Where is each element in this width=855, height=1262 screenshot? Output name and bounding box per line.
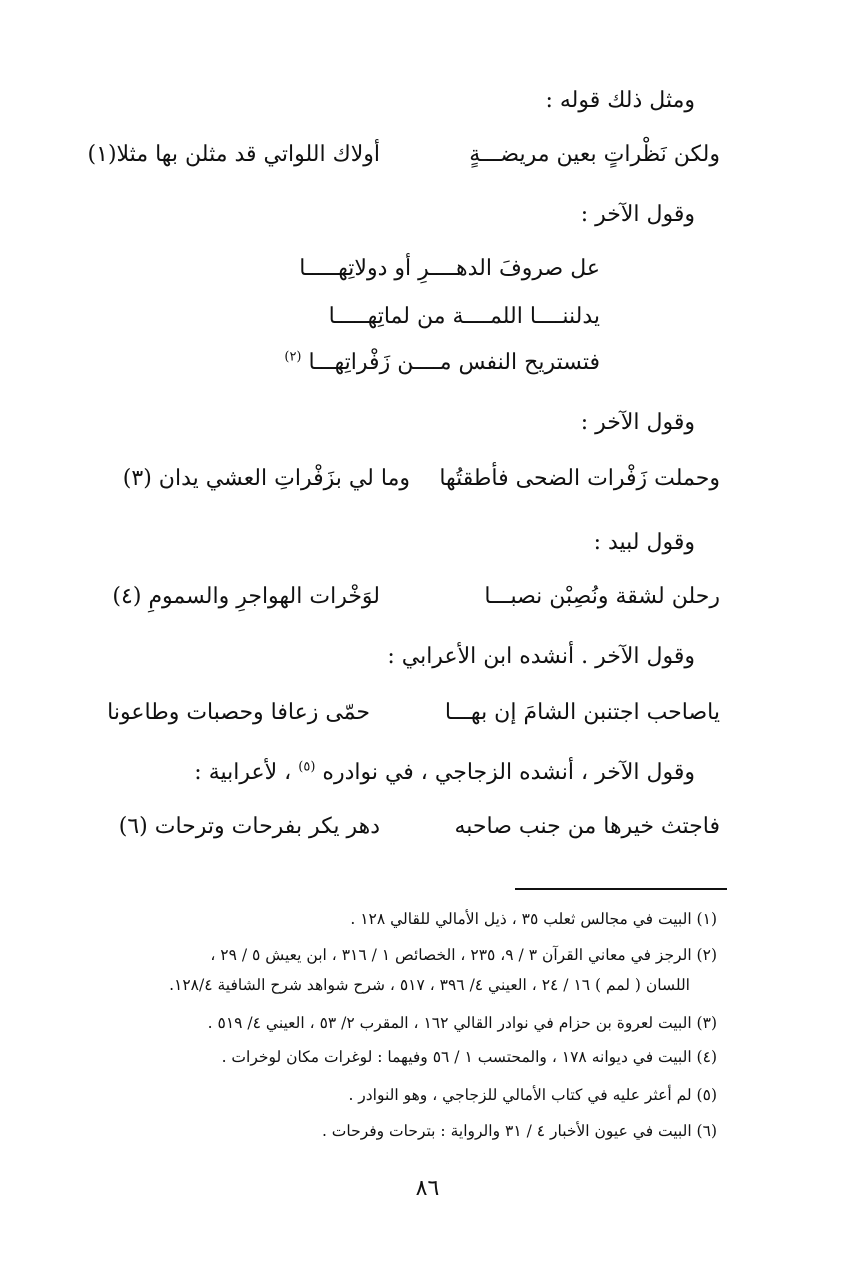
- intro-line-5: وقول الآخر . أنشده ابن الأعرابي :: [387, 644, 695, 669]
- footnote-6: (٦) البيت في عيون الأخبار ٤ / ٣١ والرواية : بترحات وفرحات .: [321, 1122, 717, 1140]
- footnote-separator: [515, 888, 727, 890]
- verse-1-first-hemistich: ولكن نَظْراتٍ بعين مريضـــةٍ: [469, 142, 720, 167]
- verse-3: [0, 582, 855, 612]
- verse-2-first-hemistich: وحملت زَفْرات الضحى فأطقتُها: [439, 466, 720, 491]
- verse-5-first-hemistich: فاجتث خيرها من جنب صاحبه: [454, 814, 720, 839]
- verse-3-second-hemistich: لوَخْرات الهواجرِ والسمومِ (٤): [112, 584, 380, 609]
- rajaz-line-3: فتستريح النفس مــــن زَفْراتِهـــا $^{(٢)}$: [284, 349, 600, 375]
- rajaz-line-2: يدلننــــا اللمــــة من لماتِهـــــا: [328, 304, 600, 329]
- verse-4-first-hemistich: ياصاحب اجتنبن الشامَ إن بهـــا: [444, 700, 720, 725]
- footnote-3: (٣) البيت لعروة بن حزام في نوادر القالي ١٦٢ ، المقرب ٢/ ٥٣ ، العيني ٤/ ٥١٩ .: [207, 1014, 717, 1032]
- verse-5: [0, 812, 855, 842]
- intro-line-1: ومثل ذلك قوله :: [545, 88, 695, 113]
- page-number: ٨٦: [415, 1176, 440, 1201]
- footnote-4: (٤) البيت في ديوانه ١٧٨ ، والمحتسب ١ / ٥٦ وفيهما : لوغرات مكان لوخرات .: [221, 1048, 717, 1066]
- footnote-5: (٥) لم أعثر عليه في كتاب الأمالي للزجاجي ، وهو النوادر .: [348, 1086, 717, 1104]
- verse-2: [0, 464, 855, 494]
- verse-1: [0, 140, 855, 170]
- intro-line-6: وقول الآخر ، أنشده الزجاجي ، في نوادره $^{(٥)}$ ، لأعرابية :: [194, 759, 695, 785]
- verse-5-second-hemistich: دهر يكر بفرحات وترحات (٦): [118, 814, 380, 839]
- intro-line-3: وقول الآخر :: [580, 410, 695, 435]
- intro-line-2: وقول الآخر :: [580, 202, 695, 227]
- verse-4-second-hemistich: حمّى زعافا وحصبات وطاعونا: [107, 700, 370, 725]
- footnote-2-line-2: اللسان ( لمم ) ١٦ / ٢٤ ، العيني ٤/ ٣٩٦ ، ٥١٧ ، شرح شواهد شرح الشافية ١٢٨/٤.: [169, 976, 690, 994]
- verse-1-second-hemistich: أولاك اللواتي قد مثلن بها مثلا(١): [87, 142, 380, 167]
- footnote-ref-4: (٤): [112, 584, 142, 609]
- footnote-ref-1: (١): [87, 142, 117, 167]
- verse-3-first-hemistich: رحلن لشقة ونُصِبْن نصبـــا: [484, 584, 720, 609]
- footnote-ref-5: (٥): [298, 759, 316, 775]
- rajaz-line-1: عل صروفَ الدهــــرِ أو دولاتِهـــــا: [299, 256, 600, 281]
- footnote-ref-2: (٢): [284, 349, 302, 365]
- footnote-1: (١) البيت في مجالس ثعلب ٣٥ ، ذيل الأمالي للقالي ١٢٨ .: [350, 910, 717, 928]
- verse-2-second-hemistich: وما لي بزَفْراتِ العشي يدان (٣): [122, 466, 410, 491]
- footnote-ref-3: (٣): [122, 466, 152, 491]
- footnote-ref-6: (٦): [118, 814, 148, 839]
- intro-line-4: وقول لبيد :: [593, 530, 695, 555]
- footnote-2-line-1: (٢) الرجز في معاني القرآن ٣ / ٩، ٢٣٥ ، الخصائص ١ / ٣١٦ ، ابن يعيش ٥ / ٢٩ ،: [210, 946, 717, 964]
- verse-4: [0, 698, 855, 728]
